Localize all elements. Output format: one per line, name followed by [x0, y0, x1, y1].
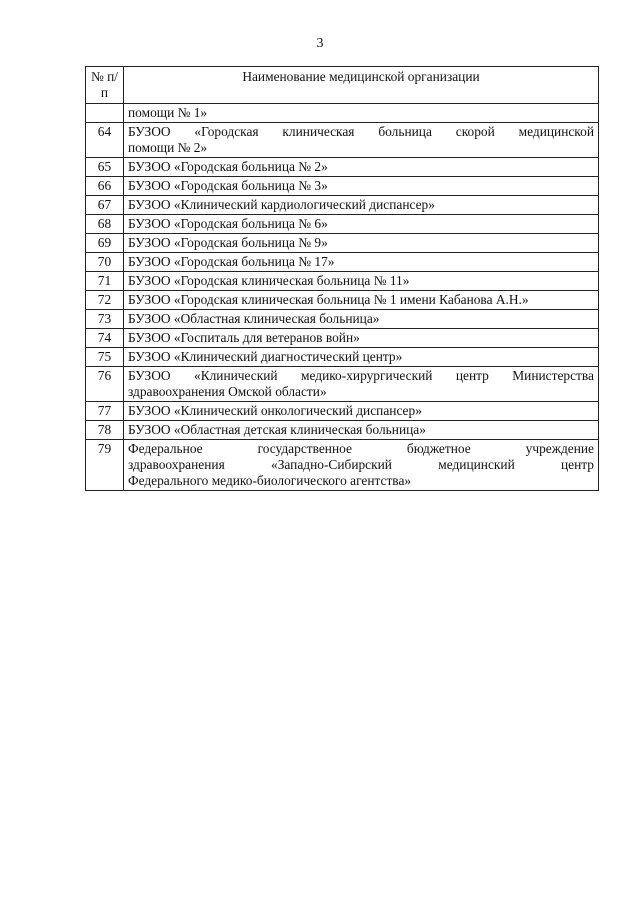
organization-name-line: БУЗОО «Областная клиническая больница» [128, 311, 380, 326]
row-number: 74 [86, 329, 124, 348]
organization-name [124, 367, 599, 402]
organization-name [124, 291, 599, 310]
organization-name-line: БУЗОО «Городская клиническая больница скорой медицинской [128, 124, 594, 139]
organization-name-line: помощи № 1» [128, 105, 208, 120]
row-number: 77 [86, 402, 124, 421]
organization-name [124, 402, 599, 421]
organization-name [124, 253, 599, 272]
organization-name-line: БУЗОО «Городская больница № 3» [128, 178, 328, 193]
organization-name [124, 196, 599, 215]
medical-organizations-table [85, 66, 599, 491]
organization-name-line: БУЗОО «Клинический диагностический центр» [128, 349, 403, 364]
organization-name-line: БУЗОО «Клинический кардиологический диспансер» [128, 197, 435, 212]
organization-name-line: БУЗОО «Городская клиническая больница № 11» [128, 273, 410, 288]
table-row [86, 329, 599, 348]
row-number [86, 104, 124, 123]
row-number: 78 [86, 421, 124, 440]
table-row [86, 196, 599, 215]
organization-name-line: Федеральное государственное бюджетное учреждение [128, 441, 594, 456]
table-row [86, 402, 599, 421]
header-num: № п/п [86, 67, 124, 104]
table-row [86, 253, 599, 272]
row-number: 69 [86, 234, 124, 253]
organization-name [124, 104, 599, 123]
row-number: 76 [86, 367, 124, 402]
organization-name-line: здравоохранения «Западно-Сибирский медицинский центр [128, 457, 594, 472]
organization-name-line: БУЗОО «Городская больница № 9» [128, 235, 328, 250]
table-row [86, 440, 599, 491]
table-row [86, 215, 599, 234]
row-number: 64 [86, 123, 124, 158]
table-row [86, 104, 599, 123]
organization-name [124, 234, 599, 253]
table-row [86, 123, 599, 158]
organization-name-line: БУЗОО «Городская больница № 2» [128, 159, 328, 174]
organization-name [124, 215, 599, 234]
organization-name-line: БУЗОО «Клинический медико-хирургический центр Министерства [128, 368, 594, 383]
row-number: 79 [86, 440, 124, 491]
organization-name [124, 177, 599, 196]
row-number: 75 [86, 348, 124, 367]
row-number: 68 [86, 215, 124, 234]
row-number: 71 [86, 272, 124, 291]
organization-name [124, 329, 599, 348]
row-number: 65 [86, 158, 124, 177]
organization-name-line: БУЗОО «Госпиталь для ветеранов войн» [128, 330, 360, 345]
table-row [86, 348, 599, 367]
organization-name-line: здравоохранения Омской области» [128, 384, 327, 399]
table-row [86, 234, 599, 253]
table-row [86, 421, 599, 440]
organization-name-line: Федерального медико-биологического агентства» [128, 473, 412, 488]
row-number: 72 [86, 291, 124, 310]
table-body [86, 104, 599, 491]
table-row [86, 367, 599, 402]
header-name: Наименование медицинской организации [124, 67, 599, 104]
row-number: 73 [86, 310, 124, 329]
table-row [86, 272, 599, 291]
organization-name-line: БУЗОО «Городская клиническая больница № 1 имени Кабанова А.Н.» [128, 292, 529, 307]
table-row [86, 291, 599, 310]
table-header-row [86, 67, 599, 104]
organization-name-line: помощи № 2» [128, 140, 208, 155]
organization-name-line: БУЗОО «Областная детская клиническая больница» [128, 422, 426, 437]
table-row [86, 158, 599, 177]
organization-name [124, 421, 599, 440]
organization-name [124, 310, 599, 329]
table-row [86, 310, 599, 329]
organization-name [124, 440, 599, 491]
row-number: 66 [86, 177, 124, 196]
organization-name-line: БУЗОО «Городская больница № 6» [128, 216, 328, 231]
organization-name [124, 123, 599, 158]
page-number: 3 [316, 36, 324, 51]
organization-name [124, 348, 599, 367]
row-number: 70 [86, 253, 124, 272]
table-row [86, 177, 599, 196]
organization-name [124, 158, 599, 177]
organization-name-line: БУЗОО «Клинический онкологический диспансер» [128, 403, 422, 418]
organization-name-line: БУЗОО «Городская больница № 17» [128, 254, 335, 269]
row-number: 67 [86, 196, 124, 215]
organization-name [124, 272, 599, 291]
